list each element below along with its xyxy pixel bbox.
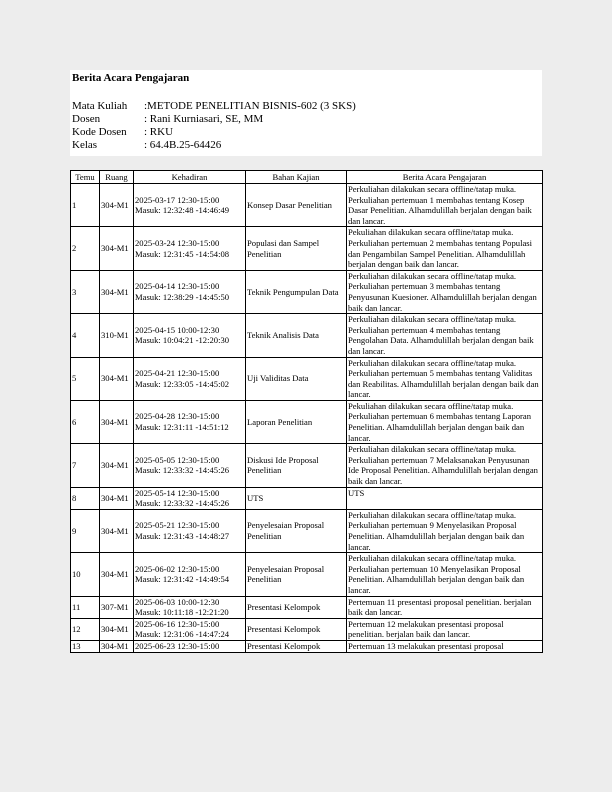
row-bahan-kajian: Presentasi Kelompok — [246, 618, 347, 640]
row-ruang: 304-M1 — [100, 270, 134, 313]
col-header-berita-acara: Berita Acara Pengajaran — [347, 171, 543, 184]
table-body — [71, 184, 543, 653]
row-berita-acara: Perkuliahan dilakukan secara offline/tatap muka. Perkuliahan pertemuan 5 membahas tentang Validitas dan Reabilitas. Alhamdulillah berjalan dengan baik dan lancar. — [347, 357, 543, 400]
row-jadwal: 2025-04-21 12:30-15:00 — [135, 368, 220, 379]
row-ruang: 304-M1 — [100, 227, 134, 270]
table-row — [71, 270, 543, 313]
row-jadwal: 2025-04-15 10:00-12:30 — [135, 324, 220, 335]
row-temu: 12 — [71, 618, 100, 640]
teaching-log-table-wrap — [70, 170, 542, 653]
row-temu: 6 — [71, 400, 100, 443]
row-jadwal: 2025-04-28 12:30-15:00 — [135, 411, 220, 422]
row-berita-acara: Pekuliahan dilakukan secara offline/tatap muka. Perkuliahan pertemuan 6 membahas tentang Laporan Penelitian. Alhamdulillah berjalan dengan baik dan lancar. — [347, 400, 543, 443]
row-berita-acara: Perkuliahan dilakukan secara offline/tatap muka. Perkuliahan pertemuan 7 Melaksanakan Penyusunan Ide Proposal Penelitian. Alhamdulillah berjalan dengan baik dan lancar. — [347, 444, 543, 487]
row-masuk: Masuk: 12:31:43 -14:48:27 — [135, 531, 230, 541]
table-row — [71, 487, 543, 509]
row-masuk: Masuk: 12:31:42 -14:49:54 — [135, 574, 230, 585]
row-kehadiran — [134, 444, 246, 487]
lecturer-row — [72, 113, 263, 126]
row-kehadiran — [134, 553, 246, 596]
table-header-row — [71, 171, 543, 184]
course-name-label: Mata Kuliah — [72, 100, 128, 112]
row-masuk: Masuk: 12:31:06 -14:47:24 — [135, 629, 230, 640]
row-berita-acara: Pertemuan 11 presentasi proposal penelitian. berjalan baik dan lancar. — [347, 596, 543, 618]
row-kehadiran — [134, 640, 246, 652]
course-header — [70, 70, 542, 156]
row-bahan-kajian: Laporan Penelitian — [246, 400, 347, 443]
row-bahan-kajian: Konsep Dasar Penelitian — [246, 184, 347, 227]
row-temu: 8 — [71, 487, 100, 509]
row-ruang: 304-M1 — [100, 640, 134, 652]
row-masuk: Masuk: 12:31:11 -14:51:12 — [135, 422, 229, 433]
row-berita-acara: Pertemuan 12 melakukan presentasi proposal penelitian. berjalan baik dan lancar. — [347, 618, 543, 640]
row-ruang: 304-M1 — [100, 444, 134, 487]
row-temu: 1 — [71, 184, 100, 227]
row-kehadiran — [134, 314, 246, 357]
row-jadwal: 2025-05-21 12:30-15:00 — [135, 520, 220, 531]
class-row — [72, 139, 221, 152]
table-row — [71, 314, 543, 357]
table-row — [71, 509, 543, 552]
row-kehadiran — [134, 596, 246, 618]
row-temu: 2 — [71, 227, 100, 270]
row-jadwal: 2025-06-02 12:30-15:00 — [135, 563, 220, 574]
class-label: Kelas — [72, 139, 98, 151]
row-jadwal: 2025-03-17 12:30-15:00 — [135, 194, 220, 205]
col-header-ruang: Ruang — [100, 171, 134, 184]
row-ruang: 304-M1 — [100, 487, 134, 509]
row-temu: 4 — [71, 314, 100, 357]
row-jadwal: 2025-06-16 12:30-15:00 — [135, 618, 220, 629]
course-name-row — [72, 100, 356, 113]
row-masuk: Masuk: 12:33:32 -14:45:26 — [135, 498, 230, 509]
row-bahan-kajian: Penyelesaian Proposal Penelitian — [246, 509, 347, 552]
col-header-temu: Temu — [71, 171, 100, 184]
col-header-bahan-kajian: Bahan Kajian — [246, 171, 347, 184]
row-ruang: 304-M1 — [100, 400, 134, 443]
row-bahan-kajian: UTS — [246, 487, 347, 509]
col-header-kehadiran: Kehadiran — [134, 171, 246, 184]
lecturer-value: : Rani Kurniasari, SE, MM — [144, 113, 264, 125]
table-row — [71, 357, 543, 400]
row-jadwal: 2025-03-24 12:30-15:00 — [135, 237, 220, 248]
row-berita-acara: Perkuliahan dilakukan secara offline/tatap muka. Perkuliahan pertemuan 4 membahas tentang Pengolahan Data. Alhamdulillah berjalan dengan baik dan lancar. — [347, 314, 543, 357]
row-berita-acara: Perkuliahan dilakukan secara offline/tatap muka. Perkuliahan pertemuan 10 Menyelasikan Proposal Penelitian. Alhamdulillah berjalan dengan baik dan lancar. — [347, 553, 543, 596]
row-berita-acara: Pekuliahan dilakukan secara offline/tatap muka. Perkuliahan pertemuan 2 membahas tentang Populasi dan Pengambilan Sampel Penelitian. Alhamdulillah berjalan dengan baik dan lancar. — [347, 227, 543, 270]
row-ruang: 304-M1 — [100, 509, 134, 552]
row-masuk: Masuk: 12:31:45 -14:54:08 — [135, 248, 230, 259]
lecturer-label: Dosen — [72, 113, 101, 125]
row-jadwal: 2025-06-03 10:00-12:30 — [135, 596, 220, 607]
row-bahan-kajian: Presentasi Kelompok — [246, 596, 347, 618]
row-berita-acara: Perkuliahan dilakukan secara offline/tatap muka. Perkuliahan pertemuan 1 membahas tentang Kosep Dasar Penelitian. Alhamdulillah berjalan dengan baik dan lancar. — [347, 184, 543, 227]
table-row — [71, 618, 543, 640]
row-temu: 9 — [71, 509, 100, 552]
row-jadwal: 2025-06-23 12:30-15:00 — [135, 640, 220, 651]
lecturer-code-value: : RKU — [144, 126, 174, 138]
row-berita-acara: Perkuliahan dilakukan secara offline/tatap muka. Perkuliahan pertemuan 9 Menyelasikan Proposal Penelitian. Alhamdulillah berjalan dengan baik dan lancar. — [347, 509, 543, 552]
row-temu: 7 — [71, 444, 100, 487]
row-masuk: Masuk: 10:11:18 -12:21:20 — [135, 607, 229, 618]
row-bahan-kajian: Diskusi Ide Proposal Penelitian — [246, 444, 347, 487]
row-kehadiran — [134, 184, 246, 227]
table-row — [71, 184, 543, 227]
row-kehadiran — [134, 270, 246, 313]
row-ruang: 304-M1 — [100, 357, 134, 400]
row-temu: 5 — [71, 357, 100, 400]
row-temu: 13 — [71, 640, 100, 652]
row-jadwal: 2025-05-05 12:30-15:00 — [135, 454, 220, 465]
row-ruang: 310-M1 — [100, 314, 134, 357]
row-masuk: Masuk: 10:04:21 -12:20:30 — [135, 335, 230, 346]
row-kehadiran — [134, 487, 246, 509]
row-masuk: Masuk: 12:32:48 -14:46:49 — [135, 205, 230, 216]
row-bahan-kajian: Populasi dan Sampel Penelitian — [246, 227, 347, 270]
row-bahan-kajian: Teknik Analisis Data — [246, 314, 347, 357]
row-temu: 11 — [71, 596, 100, 618]
row-masuk: Masuk: 12:33:05 -14:45:02 — [135, 378, 230, 389]
row-bahan-kajian: Teknik Pengumpulan Data — [246, 270, 347, 313]
table-row — [71, 596, 543, 618]
row-kehadiran — [134, 618, 246, 640]
row-bahan-kajian: Uji Validitas Data — [246, 357, 347, 400]
row-temu: 3 — [71, 270, 100, 313]
table-row — [71, 227, 543, 270]
document-title: Berita Acara Pengajaran — [72, 72, 190, 84]
row-jadwal: 2025-05-14 12:30-15:00 — [135, 487, 220, 498]
row-kehadiran — [134, 400, 246, 443]
row-ruang: 304-M1 — [100, 184, 134, 227]
course-name-value: :METODE PENELITIAN BISNIS-602 (3 SKS) — [144, 100, 356, 112]
row-berita-acara: Perkuliahan dilakukan secara offline/tatap muka. Perkuliahan pertemuan 3 membahas tentang Penyusunan Kuesioner. Alhamdulillah berjalan dengan baik dan lancar. — [347, 270, 543, 313]
row-berita-acara: Pertemuan 13 melakukan presentasi proposal — [347, 640, 543, 652]
lecturer-code-row — [72, 126, 173, 139]
row-bahan-kajian: Presentasi Kelompok — [246, 640, 347, 652]
class-value: : 64.4B.25-64426 — [144, 139, 222, 151]
table-row — [71, 400, 543, 443]
row-ruang: 304-M1 — [100, 618, 134, 640]
table-row — [71, 444, 543, 487]
row-kehadiran — [134, 357, 246, 400]
row-berita-acara: UTS — [347, 487, 543, 509]
table-row — [71, 553, 543, 596]
row-temu: 10 — [71, 553, 100, 596]
teaching-log-table — [70, 170, 543, 653]
row-ruang: 307-M1 — [100, 596, 134, 618]
row-ruang: 304-M1 — [100, 553, 134, 596]
row-masuk: Masuk: 12:38:29 -14:45:50 — [135, 291, 230, 302]
row-kehadiran — [134, 227, 246, 270]
row-masuk: Masuk: 12:33:32 -14:45:26 — [135, 465, 230, 476]
lecturer-code-label: Kode Dosen — [72, 126, 127, 138]
row-kehadiran — [134, 509, 246, 552]
row-jadwal: 2025-04-14 12:30-15:00 — [135, 281, 220, 292]
table-row — [71, 640, 543, 652]
row-bahan-kajian: Penyelesaian Proposal Penelitian — [246, 553, 347, 596]
